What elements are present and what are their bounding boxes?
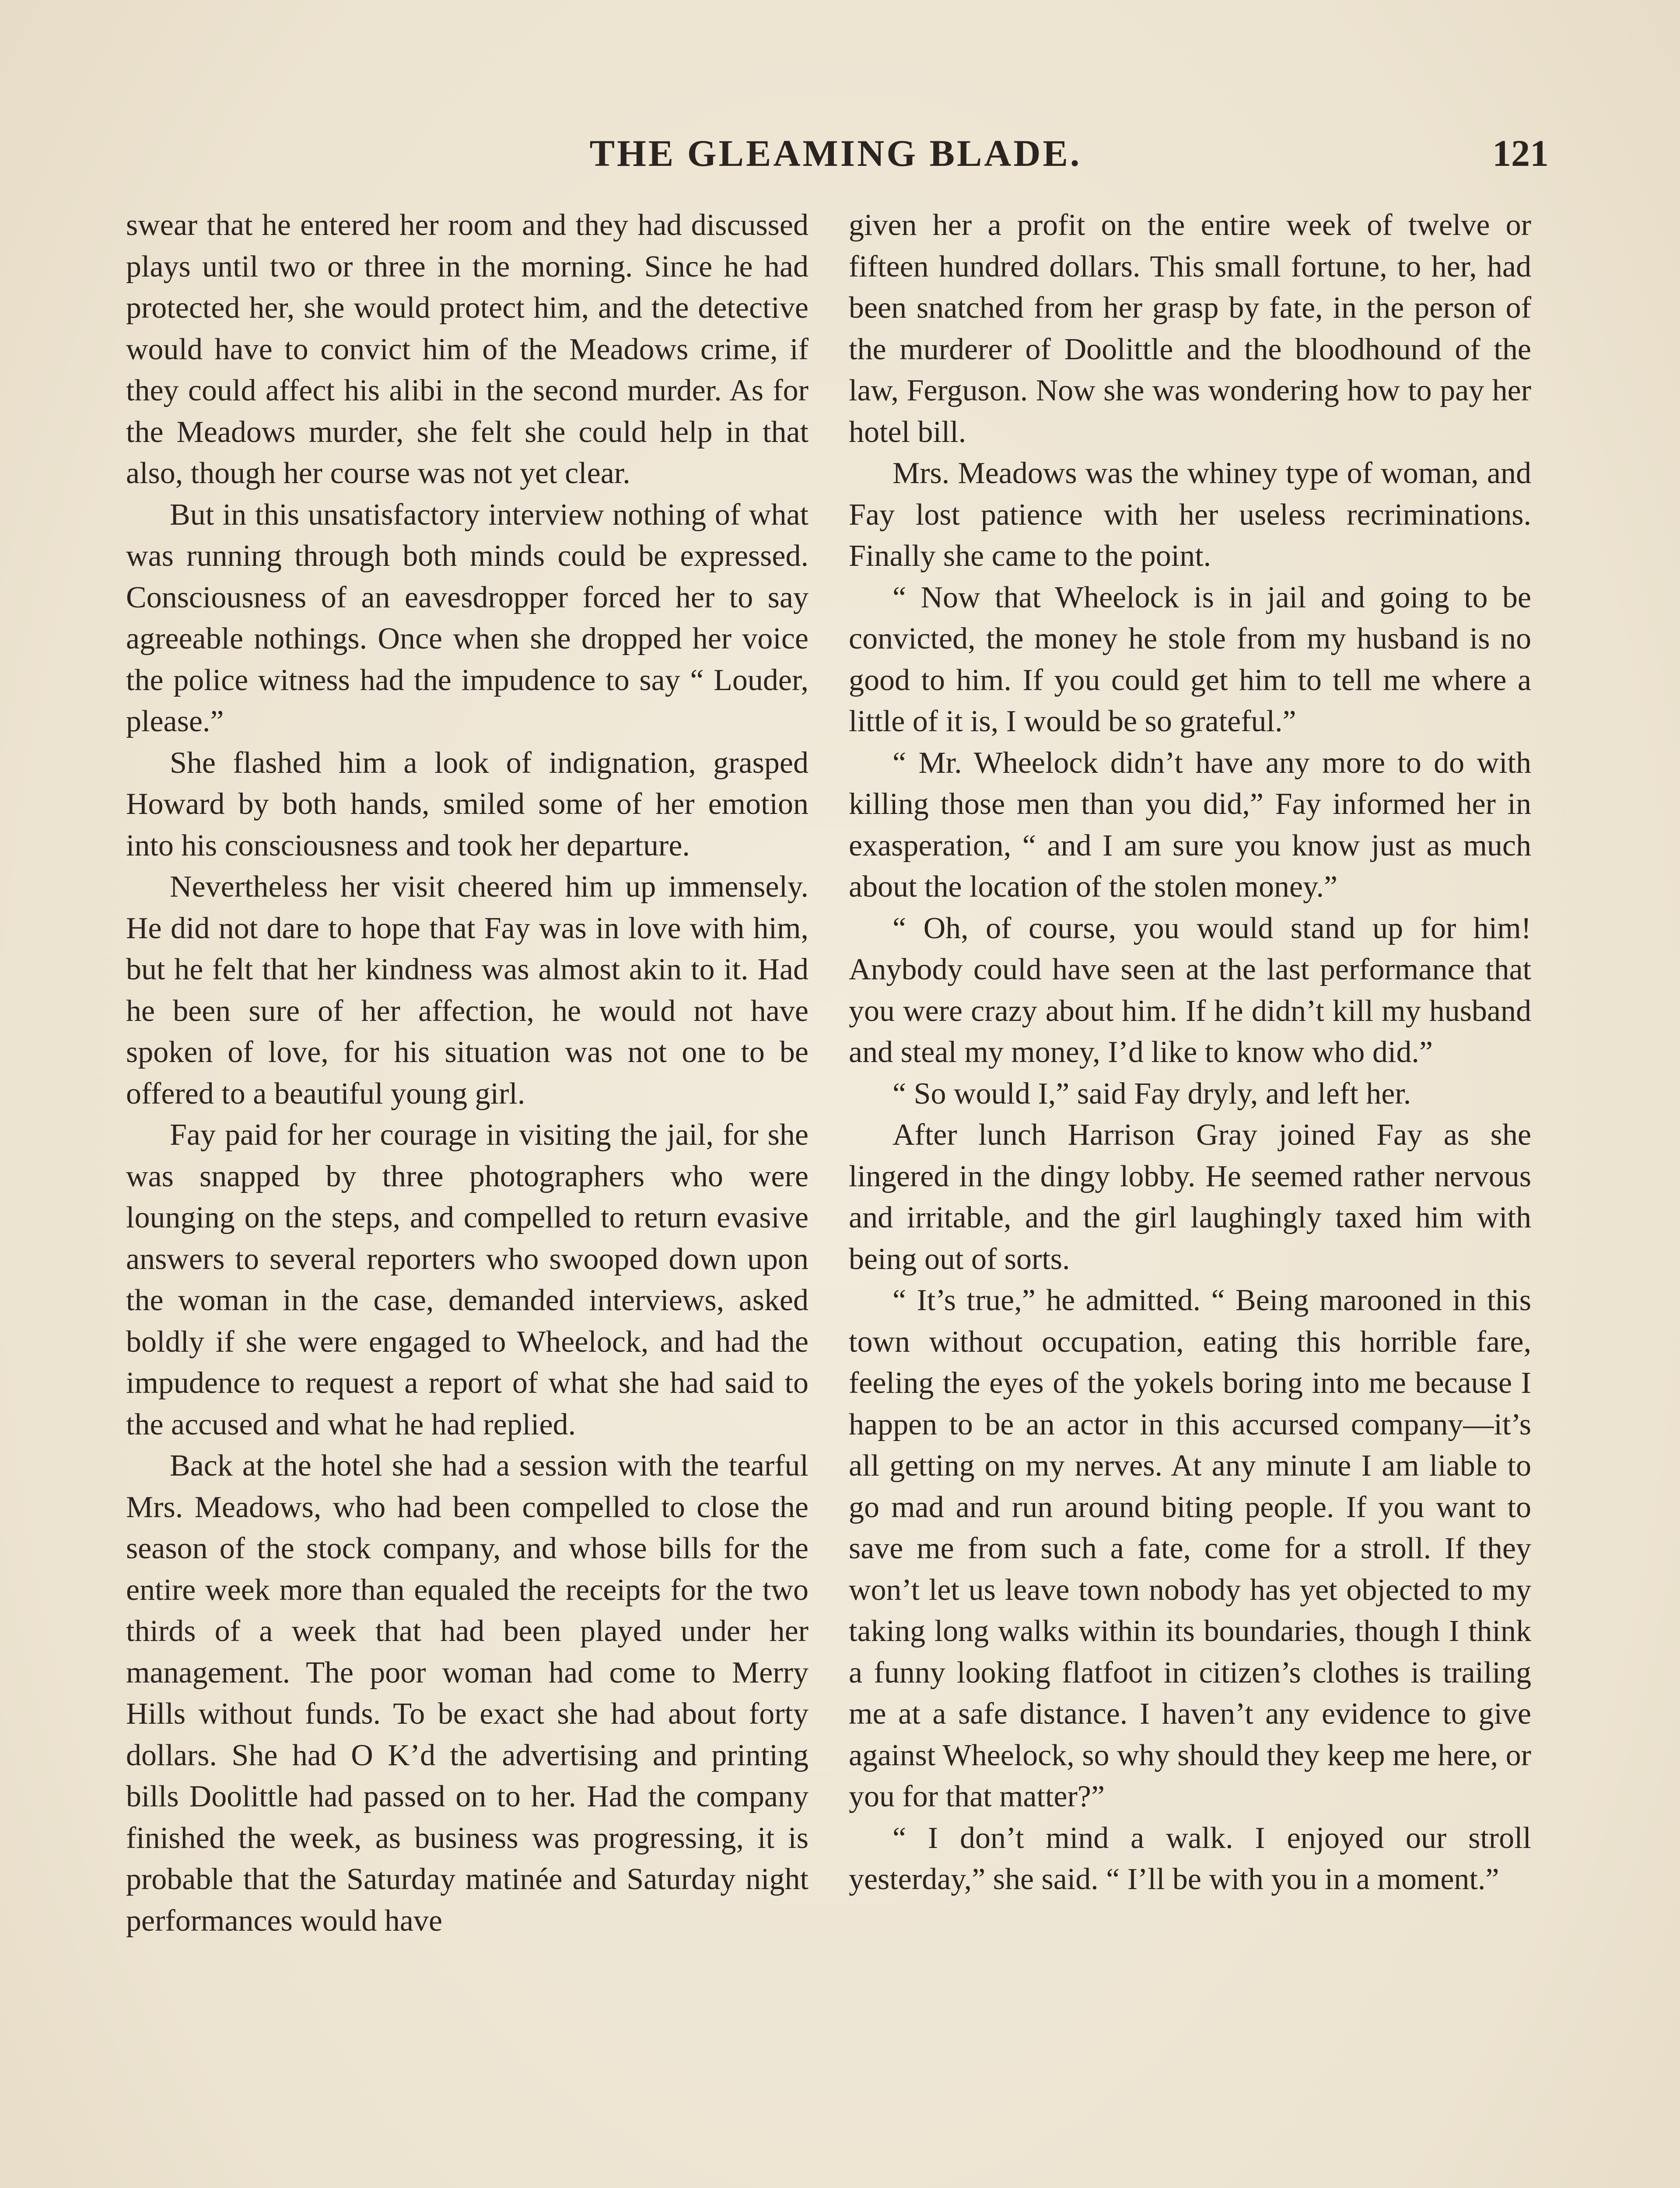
paragraph: “ Oh, of course, you would stand up for him! Anybody could have seen at the last performance that you were crazy about him. If he didn’t kill my husband and steal my money, I’d like to know who did.” — [849, 911, 1531, 1069]
paragraph: But in this unsatisfactory interview nothing of what was running through both minds could be expressed. Consciousness of an eavesdropper forced her to say agreeable nothings. Once when she dropped her voice the police witness had the impudence to say “ Louder, please.” — [126, 498, 808, 738]
paragraph: After lunch Harrison Gray joined Fay as she lingered in the dingy lobby. He seemed rather nervous and irritable, and the girl laughingly taxed him with being out of sorts. — [849, 1118, 1531, 1276]
paragraph: Mrs. Meadows was the whiney type of woman, and Fay lost patience with her useless recriminations. Finally she came to the point. — [849, 456, 1531, 573]
paragraph: Nevertheless her visit cheered him up immensely. He did not dare to hope that Fay was in love with him, but he felt that her kindness was almost akin to it. Had he been sure of her affection, he would not have spoken of love, for his situation was not one to be offered to a beautiful young girl. — [126, 870, 808, 1111]
paragraph: “ I don’t mind a walk. I enjoyed our stroll yesterday,” she said. “ I’ll be with you in a moment.” — [849, 1821, 1531, 1896]
running-header — [122, 131, 1549, 184]
paragraph: given her a profit on the entire week of twelve or fifteen hundred dollars. This small fortune, to her, had been snatched from her grasp by fate, in the person of the murderer of Doolittle and the bloodhound of the law, Ferguson. Now she was wondering how to pay her hotel bill. — [849, 208, 1531, 449]
page-number: 121 — [1492, 132, 1549, 174]
paragraph: Back at the hotel she had a session with the tearful Mrs. Meadows, who had been compelled to close the season of the stock company, and whose bills for the entire week more than equaled the receipts for the two thirds of a week that had been played under her management. The poor woman had come to Merry Hills without funds. To be exact she had about forty dollars. She had O K’d the advertising and printing bills Doolittle had passed on to her. Had the company finished the week, as business was progressing, it is probable that the Saturday matinée and Saturday night performances would have — [126, 1449, 808, 1938]
paragraph: “ Mr. Wheelock didn’t have any more to do with killing those men than you did,” Fay informed her in exasperation, “ and I am sure you know just as much about the location of the stolen money.” — [849, 746, 1531, 904]
paragraph: “ So would I,” said Fay dryly, and left her. — [892, 1076, 1411, 1111]
running-title: THE GLEAMING BLADE. — [589, 132, 1082, 174]
paragraph: swear that he entered her room and they had discussed plays until two or three in the morning. Since he had protected her, she would protect him, and the detective would have to convict him of the Meadows crime, if they could affect his alibi in the second murder. As for the Meadows murder, she felt she could help in that also, though her course was not yet clear. — [126, 208, 808, 490]
paragraph: Fay paid for her courage in visiting the jail, for she was snapped by three photographers who were lounging on the steps, and compelled to return evasive answers to several reporters who swooped down upon the woman in the case, demanded interviews, asked boldly if she were engaged to Wheelock, and had the impudence to request a report of what she had said to the accused and what he had replied. — [126, 1118, 808, 1441]
paragraph: “ Now that Wheelock is in jail and going to be convicted, the money he stole from my husband is no good to him. If you could get him to tell me where a little of it is, I would be so grateful.” — [849, 580, 1531, 738]
paragraph: She flashed him a look of indignation, grasped Howard by both hands, smiled some of her emotion into his consciousness and took her departure. — [126, 746, 808, 863]
right-column — [849, 205, 1531, 1900]
left-column — [126, 205, 808, 1942]
paragraph: “ It’s true,” he admitted. “ Being marooned in this town without occupation, eating this horrible fare, feeling the eyes of the yokels boring into me because I happen to be an actor in this accursed company—it’s all getting on my nerves. At any minute I am liable to go mad and run around biting people. If you want to save me from such a fate, come for a stroll. If they won’t let us leave town nobody has yet objected to my taking long walks within its boundaries, though I think a funny looking flatfoot in citizen’s clothes is trailing me at a safe distance. I haven’t any evidence to give against Wheelock, so why should they keep me here, or you for that matter?” — [849, 1283, 1531, 1813]
